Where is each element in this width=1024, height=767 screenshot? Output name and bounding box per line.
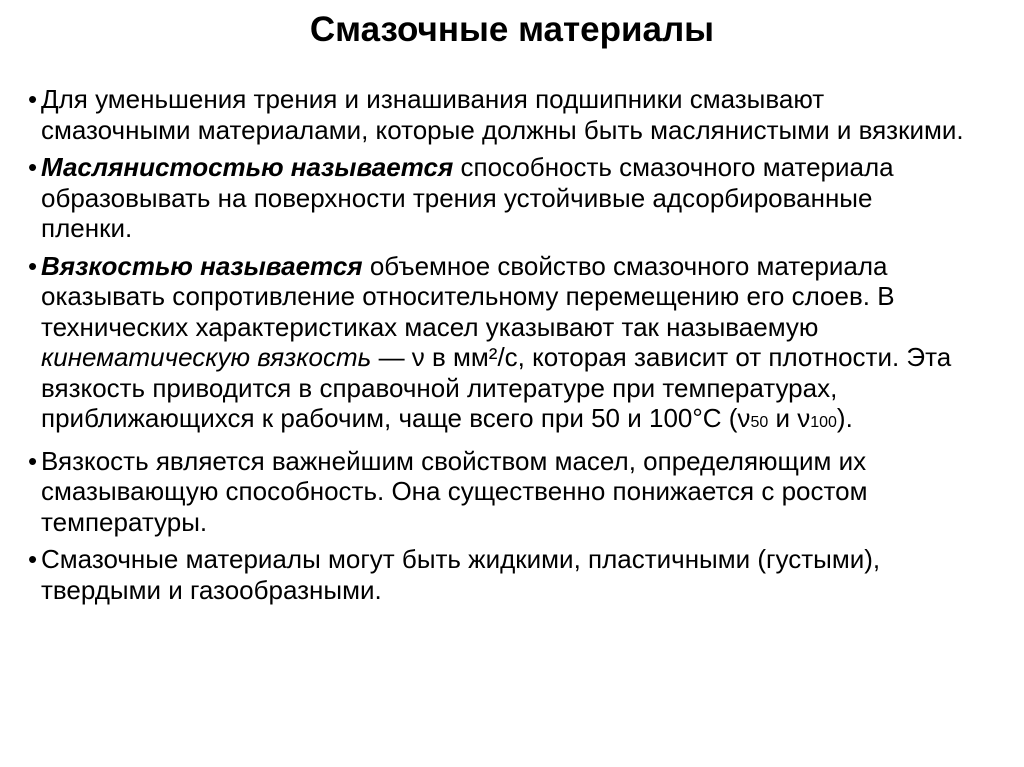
bullet-text: Смазочные материалы могут быть жидкими, пластичными (густыми), твердыми и газообразными. [41,544,881,605]
bullet-item-viscosity [30,251,970,439]
bullet-text: способность смазочного материала образовывать на поверхности трения устойчивые адсорбированные пленки. [41,152,894,243]
bullet-list [30,84,970,612]
bullet-item-viscosity-importance [30,446,970,538]
bullet-item-oiliness [30,152,970,244]
subscript-50: 50 [750,414,769,431]
bullet-item-lubricant-types [30,544,970,605]
bullet-dot: • [28,152,38,182]
bullet-dot: • [28,84,38,114]
term-oiliness: Маслянистостью называется [41,152,454,182]
bullet-text-continued: — ν в мм²/с, которая зависит от плотности. Эта вязкость приводится в справочной литературе при температурах, приближающихся к рабочим, чаще всего при 50 и 100°С (ν [41,342,952,433]
term-viscosity: Вязкостью называется [41,250,363,281]
bullet-text: Вязкость является важнейшим свойством масел, определяющим их смазывающую способность. Она существенно понижается с ростом температуры. [41,445,868,537]
bullet-dot: • [28,250,38,281]
bullet-text: объемное свойство смазочного материала оказывать сопротивление относительному перемещению его слоев. В технических характеристиках масел указывают так называемую [41,250,895,342]
bullet-dot: • [28,445,38,476]
bullet-dot: • [28,544,38,574]
bullet-text-end: ). [836,403,853,433]
term-kinematic-viscosity: кинематическую вязкость [41,342,372,372]
bullet-item-friction [30,84,970,145]
subscript-100: 100 [810,414,837,431]
bullet-text-mid: и ν [768,403,811,433]
bullet-text: Для уменьшения трения и изнашивания подшипники смазывают смазочными материалами, которые должны быть маслянистыми и вязкими. [41,84,964,145]
slide-title: Смазочные материалы [309,10,715,49]
